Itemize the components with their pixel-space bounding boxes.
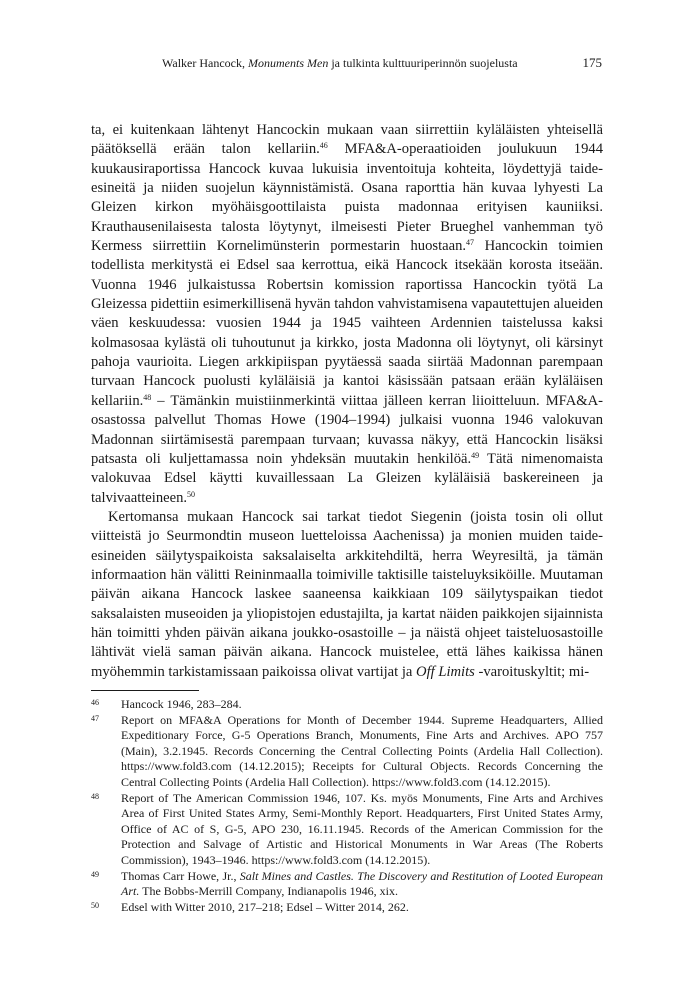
running-head-title: Walker Hancock, Monuments Men ja tulkinta kulttuuriperinnön suojelusta	[162, 56, 518, 70]
body-text	[91, 121, 603, 682]
footnote-48: 48 Report of The American Commission 1946, 107. Ks. myös Monuments, Fine Arts and Archives Area of First United States Army, Semi-Monthly Report. Headquarters, First United States Army, Office of AC of S, G-5, APO 230, 16.11.1945. Records of the American Commission for the Protection and Salvage of Artistic and Historical Monuments in War Areas (The Roberts Commission), 1943–1946. https://www.fold3.com (14.12.2015).	[91, 790, 603, 867]
footnote-47: 47 Report on MFA&A Operations for Month of December 1944. Supreme Headquarters, Allied Expeditionary Force, G-5 Operations Branch, Monuments, Fine Arts and Archives. APO 757 (Main), 3.2.1945. Records Concerning the Central Collecting Points (Ardelia Hall Collection). https://www.fold3.com (14.12.2015); Receipts for Cultural Objects. Records Concerning the Central Collecting Points (Ardelia Hall Collection). https://www.fold3.com (14.12.2015).	[91, 712, 603, 789]
footnote-ref-48: 48	[143, 392, 152, 402]
footnote-46: 46 Hancock 1946, 283–284.	[91, 697, 242, 711]
paragraph-1: ta, ei kuitenkaan lähtenyt Hancockin mukaan vaan siirrettiin kyläläisten yhteisellä päätöksellä erään talon kellariin.$^{46}$ MFA&A-operaatioiden joulukuun 1944 kuukausiraportissa Hancock kuvaa lukuisia inventoituja kohteita, löydettyjä taide-esineitä ja niiden suojelun käynnistämistä. Osana raporttia hän kuvaa lyhyesti La Gleizen kirkon myöhäisgoottilaista puista madonnaa erityisen kauniiksi. Krauthausenilaisesta talosta löytynyt, ilmeisesti Pieter Brueghel vanhemman työ Kermess siirrettiin Kornelimünsterin pormestarin huostaan.$^{47}$ Hancockin toimien todellista merkitystä ei Edsel saa kerrottua, eikä Hancock itsekään korosta itseään. Vuonna 1946 julkaistussa Robertsin komission raportissa Hancockin työtä La Gleizessa pidettiin esimerkillisenä hyvän tahdon vahvistamisena vapautettujen alueiden väen keskuudessa: vuosien 1944 ja 1945 vaihteen Ardennien taistelussa kaksi kolmasosaa kylästä oli tuhoutunut ja kirkko, josta Madonna oli löytynyt, oli kärsinyt pahoja vaurioita. Liegen arkkipiispan pyytäessä saada siirtää Madonnan parempaan turvaan Hancock puolusti kyläläisiä ja kantoi käsissään patsaan erään kyläläisen kellariin.$^{48}$ – Tämänkin muistiinmerkintä viittaa jälleen kerran liioitteluun. MFA&A-osastossa palvellut Thomas Howe (1904–1994) julkaisi vuonna 1946 valokuvan Madonnan siirtämisestä parempaan turvaan; kuvassa näkyy, että Hancockin lisäksi patsasta oli kuljettamassa noin yhdeksän muutakin henkilöä.$^{49}$ Tätä nimenomaista valokuvaa Edsel käytti kuvaillessaan La Gleizen kyläläisiä baskereineen ja talvivaatteineen.$^{50}$	[91, 122, 604, 506]
page-number: 175	[582, 55, 602, 70]
footnote-ref-49: 49	[471, 450, 480, 460]
footnote-separator	[91, 690, 199, 691]
footnote-ref-46: 46	[319, 141, 328, 151]
footnote-49: 49 Thomas Carr Howe, Jr., Salt Mines and Castles. The Discovery and Restitution of Looted European Art. The Bobbs-Merrill Company, Indianapolis 1946, xix.	[91, 868, 603, 899]
footnotes	[91, 697, 603, 915]
footnote-ref-47: 47	[466, 238, 475, 248]
footnote-ref-50: 50	[187, 489, 196, 499]
footnote-50: 50 Edsel with Witter 2010, 217–218; Edsel – Witter 2014, 262.	[91, 899, 409, 914]
paragraph-2: Kertomansa mukaan Hancock sai tarkat tiedot Siegenin (joista tosin oli ollut viitteistä jo Seurmondtin museon luetteloissa Aachenissa) ja monien muiden taide-esineiden säilytyspaikoista saksalaiselta arkkitehdiltä, herra Weyresiltä, ja tämän informaation hän välitti Reininmaalla toimiville taktisille taisteluyksiköille. Muutaman päivän aikana Hancock laskee saaneensa kaikkiaan 109 säilytyspaikan tiedot saksalaisten museoiden ja yliopistojen edustajilta, ja kartat näiden paikkojen sijainnista hän toimitti yhden päivän aikana joukko-osastoille – ja näistä ohjeet taisteluosastoille lähtivät vielä saman päivän aikana. Hancock muistelee, että lähes kaikissa hänen myöhemmin tarkistamissaan paikoissa olivat vartijat ja Off Limits -varoituskyltit; mi-	[91, 508, 603, 680]
